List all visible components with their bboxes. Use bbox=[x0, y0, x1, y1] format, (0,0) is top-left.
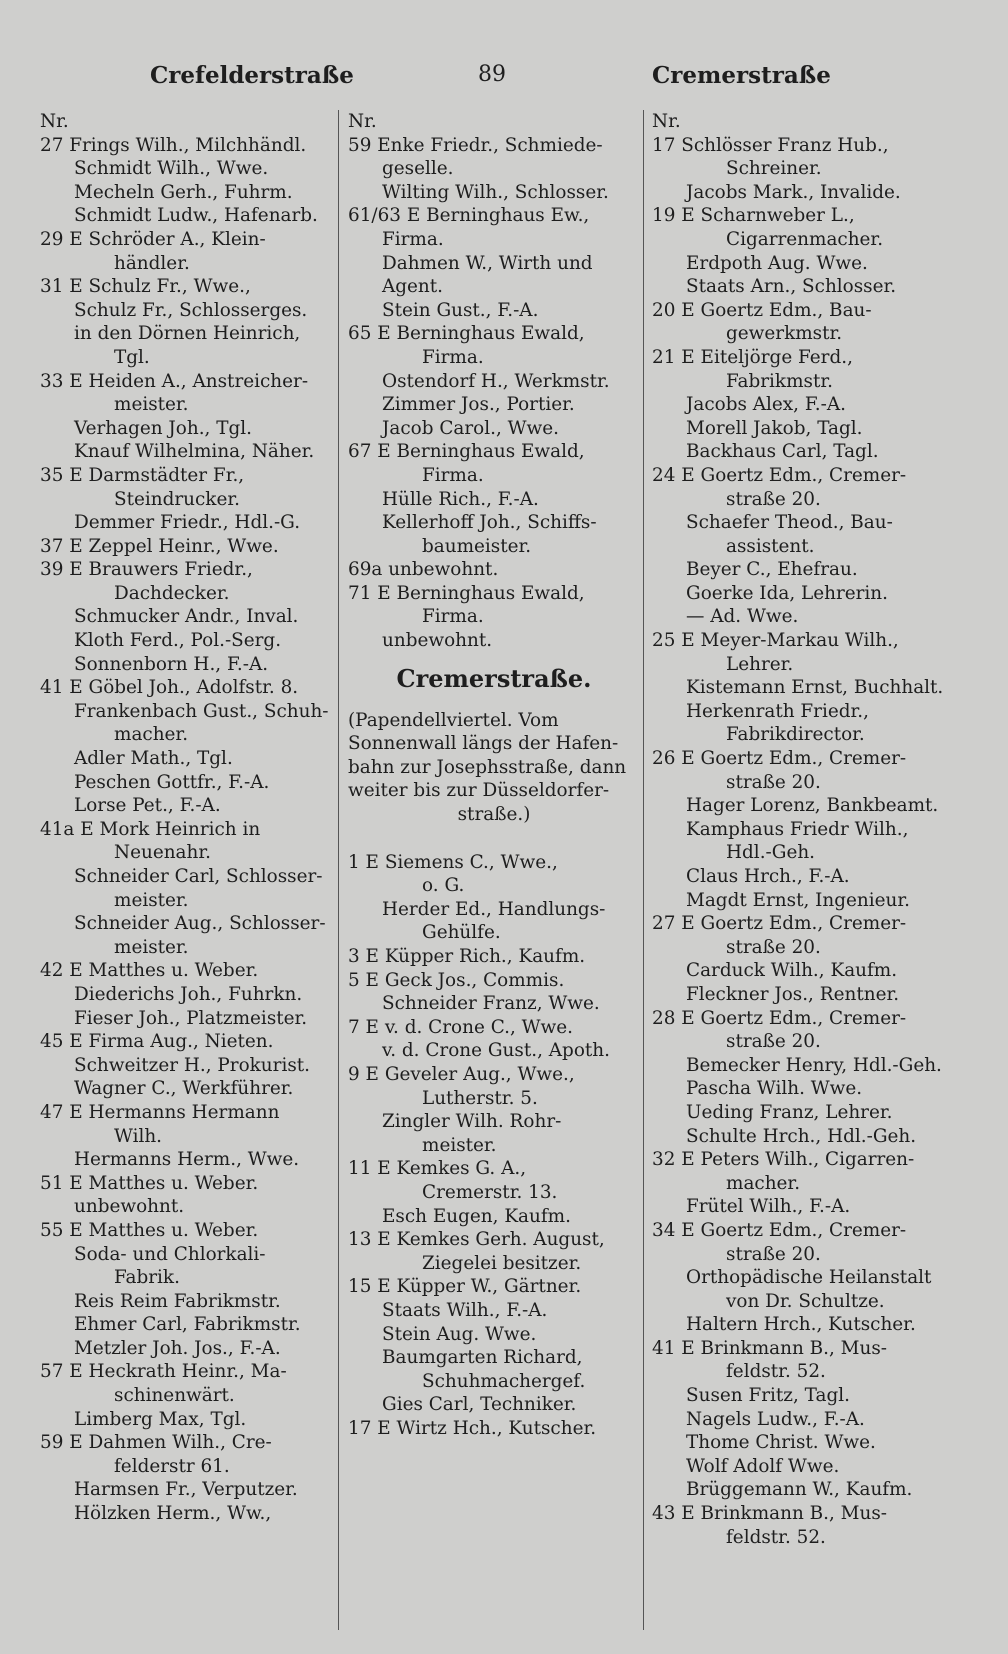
directory-entry-line: Morell Jakob, Tagl. bbox=[686, 417, 863, 439]
directory-entry-line: Bemecker Henry, Hdl.-Geh. bbox=[686, 1054, 942, 1076]
directory-entry-line: Hermanns Herm., Wwe. bbox=[74, 1149, 300, 1171]
directory-entry: 59 E Dahmen Wilh., Cre- bbox=[40, 1432, 272, 1454]
directory-entry-line: Haltern Hrch., Kutscher. bbox=[686, 1314, 916, 1336]
directory-entry-line: Thome Christ. Wwe. bbox=[686, 1432, 876, 1454]
directory-entry: 31 E Schulz Fr., Wwe., bbox=[40, 276, 251, 298]
directory-entry-line: Reis Reim Fabrikmstr. bbox=[74, 1290, 281, 1312]
directory-entry-line: Tgl. bbox=[114, 346, 150, 368]
directory-entry-line: unbewohnt. bbox=[382, 630, 493, 652]
directory-entry-line: Cigarrenmacher. bbox=[726, 228, 884, 250]
directory-entry: 9 E Geveler Aug., Wwe., bbox=[348, 1063, 575, 1085]
directory-entry-line: Brüggemann W., Kaufm. bbox=[686, 1479, 913, 1501]
directory-entry: 17 Schlösser Franz Hub., bbox=[652, 134, 889, 156]
directory-entry-line: Wilh. bbox=[114, 1125, 163, 1147]
directory-entry-line: Schneider Franz, Wwe. bbox=[382, 993, 600, 1015]
directory-entry-line: Gehülfe. bbox=[422, 922, 501, 944]
directory-entry: 11 E Kemkes G. A., bbox=[348, 1158, 527, 1180]
directory-entry-line: Hager Lorenz, Bankbeamt. bbox=[686, 795, 939, 817]
directory-entry-line: Fabrik. bbox=[114, 1267, 180, 1289]
directory-entry-line: Schmucker Andr., Inval. bbox=[74, 606, 299, 628]
directory-entry-line: von Dr. Schultze. bbox=[726, 1290, 885, 1312]
directory-entry-line: Ueding Franz, Lehrer. bbox=[686, 1101, 893, 1123]
section-note-line: weiter bis zur Düsseldorfer- bbox=[348, 780, 610, 802]
directory-entry-line: Ehmer Carl, Fabrikmstr. bbox=[74, 1314, 301, 1336]
directory-entry-line: Zimmer Jos., Portier. bbox=[382, 394, 575, 416]
directory-entry: 26 E Goertz Edm., Cremer- bbox=[652, 748, 907, 770]
directory-entry-line: Jacobs Alex, F.-A. bbox=[686, 394, 846, 416]
directory-entry: 3 E Küpper Rich., Kaufm. bbox=[348, 946, 586, 967]
directory-entry: 59 Enke Friedr., Schmiede- bbox=[348, 134, 603, 156]
directory-entry-line: Pascha Wilh. Wwe. bbox=[686, 1078, 863, 1100]
directory-entry-line: Frankenbach Gust., Schuh- bbox=[74, 700, 329, 722]
directory-entry-line: assistent. bbox=[726, 535, 815, 557]
directory-entry-line: Gies Carl, Techniker. bbox=[382, 1394, 577, 1416]
directory-entry-line: Fieser Joh., Platzmeister. bbox=[74, 1007, 308, 1029]
directory-entry-line: Carduck Wilh., Kaufm. bbox=[686, 960, 898, 982]
section-note-line: straße.) bbox=[457, 804, 531, 826]
directory-entry-line: macher. bbox=[114, 724, 189, 746]
directory-entry-line: Verhagen Joh., Tgl. bbox=[74, 417, 253, 439]
directory-entry: 7 E v. d. Crone C., Wwe. bbox=[348, 1016, 574, 1038]
directory-entry-line: Diederichs Joh., Fuhrkn. bbox=[74, 983, 303, 1005]
directory-entry-line: Ziegelei besitzer. bbox=[422, 1252, 582, 1274]
directory-entry-line: Zingler Wilh. Rohr- bbox=[382, 1111, 562, 1133]
directory-entry: 20 E Goertz Edm., Bau- bbox=[652, 299, 872, 321]
section-note bbox=[348, 709, 640, 827]
directory-entry-line: Nagels Ludw., F.-A. bbox=[686, 1408, 865, 1430]
section-note-line: (Papendellviertel. Vom bbox=[348, 709, 559, 731]
directory-entry-line: Wagner C., Werkführer. bbox=[74, 1078, 294, 1100]
directory-entry: 19 E Scharnweber L., bbox=[652, 205, 855, 227]
directory-entry-line: unbewohnt. bbox=[74, 1196, 185, 1218]
directory-entry-line: baumeister. bbox=[422, 535, 532, 557]
directory-entry-line: Schreiner. bbox=[726, 158, 822, 180]
directory-entry: 67 E Berninghaus Ewald, bbox=[348, 441, 585, 463]
section-title: Cremerstraße. bbox=[396, 663, 592, 693]
directory-entry: 15 E Küpper W., Gärtner. bbox=[348, 1276, 582, 1298]
directory-entry-line: Kamphaus Friedr Wilh., bbox=[686, 818, 909, 840]
directory-entry-line: Peschen Gottfr., F.-A. bbox=[74, 771, 270, 793]
directory-entry: 39 E Brauwers Friedr., bbox=[40, 559, 253, 581]
directory-entry: 29 E Schröder A., Klein- bbox=[40, 228, 266, 250]
directory-entry: 41 E Göbel Joh., Adolfstr. 8. bbox=[40, 677, 299, 699]
directory-entry-line: Jacob Carol., Wwe. bbox=[382, 417, 560, 439]
directory-entry-line: feldstr. 52. bbox=[726, 1361, 826, 1383]
directory-entry-line: Agent. bbox=[382, 276, 444, 298]
directory-entry: 34 E Goertz Edm., Cremer- bbox=[652, 1219, 907, 1241]
directory-entry-line: Jacobs Mark., Invalide. bbox=[686, 181, 901, 203]
directory-entry-line: Susen Fritz, Tagl. bbox=[686, 1385, 850, 1407]
directory-entry: 21 E Eiteljörge Ferd., bbox=[652, 346, 853, 368]
directory-entry-line: Schuhmachergef. bbox=[422, 1370, 586, 1392]
directory-entry-line: Erdpoth Aug. Wwe. bbox=[686, 252, 868, 274]
column-middle bbox=[348, 110, 640, 1440]
directory-entry-line: Esch Eugen, Kaufm. bbox=[382, 1205, 571, 1227]
section-note-line: bahn zur Josephsstraße, dann bbox=[348, 756, 627, 778]
column-nr-label: Nr. bbox=[652, 111, 681, 132]
directory-entry-line: Sonnenborn H., F.-A. bbox=[74, 653, 269, 675]
directory-entry: 43 E Brinkmann B., Mus- bbox=[652, 1503, 888, 1525]
directory-entry-line: Magdt Ernst, Ingenieur. bbox=[686, 889, 910, 911]
directory-entry-line: meister. bbox=[114, 394, 189, 416]
directory-entry-line: Kloth Ferd., Pol.-Serg. bbox=[74, 630, 282, 652]
directory-entry-line: Wilting Wilh., Schlosser. bbox=[382, 181, 609, 203]
directory-entry-line: Dachdecker. bbox=[114, 582, 230, 604]
directory-entry: 57 E Heckrath Heinr., Ma- bbox=[40, 1361, 287, 1383]
directory-entry-line: Knauf Wilhelmina, Näher. bbox=[74, 441, 315, 463]
directory-entry-line: Ostendorf H., Werkmstr. bbox=[382, 370, 610, 392]
directory-entry: 32 E Peters Wilh., Cigarren- bbox=[652, 1149, 915, 1171]
directory-entry-line: Schmidt Wilh., Wwe. bbox=[74, 158, 269, 180]
directory-entry-line: Lutherstr. 5. bbox=[422, 1087, 538, 1109]
directory-entry: 33 E Heiden A., Anstreicher- bbox=[40, 370, 309, 392]
directory-entry-line: Staats Wilh., F.-A. bbox=[382, 1299, 548, 1321]
page-number: 89 bbox=[478, 62, 506, 87]
directory-entry-line: Stein Gust., F.-A. bbox=[382, 299, 539, 321]
directory-entry: 1 E Siemens C., Wwe., bbox=[348, 851, 558, 873]
directory-entry-line: Claus Hrch., F.-A. bbox=[686, 866, 850, 887]
directory-entry-line: Schaefer Theod., Bau- bbox=[686, 512, 893, 534]
directory-entry: 41a E Mork Heinrich in bbox=[40, 818, 261, 840]
directory-entry-line: Neuenahr. bbox=[114, 842, 211, 864]
directory-entry-line: Schneider Carl, Schlosser- bbox=[74, 866, 323, 887]
directory-entry-line: Firma. bbox=[382, 228, 444, 250]
directory-entry-line: straße 20. bbox=[726, 1243, 821, 1265]
directory-entry-line: Soda- und Chlorkali- bbox=[74, 1243, 266, 1265]
directory-entry: 28 E Goertz Edm., Cremer- bbox=[652, 1007, 907, 1029]
directory-entry: 69a unbewohnt. bbox=[348, 559, 499, 581]
directory-entry: 61/63 E Berninghaus Ew., bbox=[348, 205, 590, 227]
directory-entry-line: Stein Aug. Wwe. bbox=[382, 1323, 537, 1345]
column-right bbox=[652, 110, 952, 1549]
directory-entry-line: Schweitzer H., Prokurist. bbox=[74, 1054, 310, 1076]
directory-entry: 41 E Brinkmann B., Mus- bbox=[652, 1337, 888, 1359]
directory-entry-line: straße 20. bbox=[726, 771, 821, 793]
directory-entry-line: geselle. bbox=[382, 158, 454, 180]
directory-entry: 45 E Firma Aug., Nieten. bbox=[40, 1031, 274, 1053]
directory-entry: 55 E Matthes u. Weber. bbox=[40, 1219, 259, 1241]
directory-entry-line: in den Dörnen Heinrich, bbox=[74, 323, 301, 345]
directory-entry-line: meister. bbox=[114, 889, 189, 911]
directory-entry: 13 E Kemkes Gerh. August, bbox=[348, 1229, 605, 1251]
directory-entry-line: Hölzken Herm., Ww., bbox=[74, 1503, 272, 1525]
directory-entry-line: Backhaus Carl, Tagl. bbox=[686, 441, 879, 463]
directory-entry-line: Staats Arn., Schlosser. bbox=[686, 276, 897, 298]
directory-entry-line: Fabrikmstr. bbox=[726, 370, 833, 392]
directory-entry: 27 E Goertz Edm., Cremer- bbox=[652, 913, 907, 935]
column-left bbox=[40, 110, 335, 1526]
directory-entry: 27 Frings Wilh., Milchhändl. bbox=[40, 134, 307, 156]
directory-entry-line: Firma. bbox=[422, 606, 484, 628]
directory-entry: 37 E Zeppel Heinr., Wwe. bbox=[40, 535, 279, 557]
directory-entry-line: Schmidt Ludw., Hafenarb. bbox=[74, 205, 318, 227]
directory-entry-line: gewerkmstr. bbox=[726, 323, 843, 345]
directory-entry: 25 E Meyer-Markau Wilh., bbox=[652, 630, 899, 652]
directory-entry-line: Kellerhoff Joh., Schiffs- bbox=[382, 512, 597, 534]
directory-entry-line: schinenwärt. bbox=[114, 1385, 235, 1407]
directory-entry-line: Frütel Wilh., F.-A. bbox=[686, 1196, 851, 1218]
directory-entry-line: Fabrikdirector. bbox=[726, 724, 865, 746]
directory-entry-line: Limberg Max, Tgl. bbox=[74, 1408, 247, 1430]
directory-entry-line: felderstr 61. bbox=[114, 1455, 230, 1477]
directory-entry: 5 E Geck Jos., Commis. bbox=[348, 969, 565, 991]
directory-entry-line: Orthopädische Heilanstalt bbox=[686, 1267, 932, 1289]
directory-entry-line: straße 20. bbox=[726, 936, 821, 958]
column-nr-label: Nr. bbox=[40, 111, 69, 132]
column-divider-left bbox=[338, 110, 339, 1630]
directory-entry-line: Schneider Aug., Schlosser- bbox=[74, 913, 326, 935]
directory-entry-line: händler. bbox=[114, 252, 190, 274]
directory-entry-line: straße 20. bbox=[726, 1031, 821, 1053]
directory-entry: 42 E Matthes u. Weber. bbox=[40, 960, 259, 982]
directory-entry-line: Goerke Ida, Lehrerin. bbox=[686, 582, 888, 604]
directory-entry-line: meister. bbox=[114, 936, 189, 958]
directory-entry: 17 E Wirtz Hch., Kutscher. bbox=[348, 1417, 597, 1439]
directory-entry-line: Kistemann Ernst, Buchhalt. bbox=[686, 677, 944, 699]
directory-entry-line: Hdl.-Geh. bbox=[726, 842, 816, 864]
directory-entry: 51 E Matthes u. Weber. bbox=[40, 1172, 259, 1194]
directory-entry-line: Baumgarten Richard, bbox=[382, 1347, 583, 1369]
directory-entry: 47 E Hermanns Hermann bbox=[40, 1101, 280, 1123]
directory-entry-line: Harmsen Fr., Verputzer. bbox=[74, 1479, 298, 1501]
column-nr-label: Nr. bbox=[348, 111, 377, 132]
directory-entry-line: meister. bbox=[422, 1134, 497, 1156]
directory-entry-line: Schulte Hrch., Hdl.-Geh. bbox=[686, 1125, 917, 1147]
directory-entry-line: feldstr. 52. bbox=[726, 1526, 826, 1548]
directory-entry-line: Wolf Adolf Wwe. bbox=[686, 1455, 840, 1477]
directory-entry-line: macher. bbox=[726, 1172, 801, 1194]
directory-entry-line: Lehrer. bbox=[726, 653, 794, 675]
directory-entry-line: v. d. Crone Gust., Apoth. bbox=[382, 1040, 610, 1062]
directory-entry: 71 E Berninghaus Ewald, bbox=[348, 582, 585, 604]
directory-entry-line: Herkenrath Friedr., bbox=[686, 700, 869, 722]
directory-entry-line: Beyer C., Ehefrau. bbox=[686, 559, 858, 581]
directory-entry-line: Demmer Friedr., Hdl.-G. bbox=[74, 512, 301, 534]
directory-entry-line: Adler Math., Tgl. bbox=[74, 748, 233, 770]
directory-entry-line: Hülle Rich., F.-A. bbox=[382, 488, 539, 510]
directory-entry-line: Schulz Fr., Schlosserges. bbox=[74, 299, 308, 321]
directory-entry: 24 E Goertz Edm., Cremer- bbox=[652, 464, 907, 486]
header-left-street: Crefelderstraße bbox=[150, 62, 354, 89]
section-note-line: Sonnenwall längs der Hafen- bbox=[348, 733, 619, 755]
directory-entry-line: — Ad. Wwe. bbox=[686, 606, 799, 628]
directory-entry-line: straße 20. bbox=[726, 488, 821, 510]
directory-entry: 35 E Darmstädter Fr., bbox=[40, 464, 245, 486]
directory-entry-line: Cremerstr. 13. bbox=[422, 1181, 558, 1203]
directory-entry: 65 E Berninghaus Ewald, bbox=[348, 323, 585, 345]
directory-entry-line: Fleckner Jos., Rentner. bbox=[686, 983, 900, 1005]
directory-entry-line: Dahmen W., Wirth und bbox=[382, 252, 593, 274]
header-right-street: Cremerstraße bbox=[652, 62, 831, 89]
directory-entry-line: Firma. bbox=[422, 346, 484, 368]
directory-entry-line: o. G. bbox=[422, 875, 465, 897]
directory-entry-line: Firma. bbox=[422, 464, 484, 486]
directory-entry-line: Mecheln Gerh., Fuhrm. bbox=[74, 181, 293, 203]
directory-entry-line: Lorse Pet., F.-A. bbox=[74, 795, 221, 817]
directory-entry-line: Steindrucker. bbox=[114, 488, 240, 510]
directory-entry-line: Metzler Joh. Jos., F.-A. bbox=[74, 1337, 281, 1359]
column-divider-right bbox=[643, 110, 644, 1630]
directory-entry-line: Herder Ed., Handlungs- bbox=[382, 898, 606, 920]
